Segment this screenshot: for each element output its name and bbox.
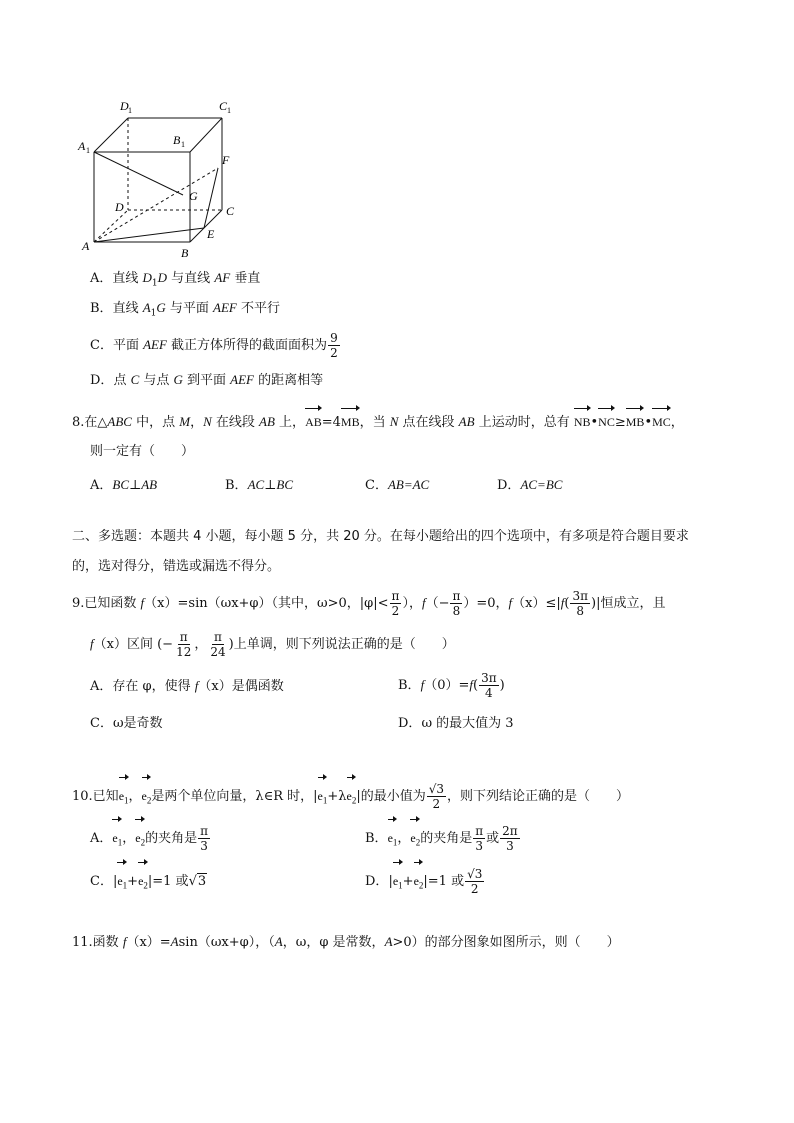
label-a1: A xyxy=(78,139,86,153)
q7-option-d[interactable]: D．点 C 与点 G 到平面 AEF 的距离相等 xyxy=(90,372,324,388)
section-heading: 二、多选题：本题共 4 小题，每小题 5 分，共 20 分。在每小题给出的四个选项中，有多项是符合题目要求 xyxy=(72,529,689,544)
vector-nc: NC xyxy=(598,406,615,432)
svg-text:1: 1 xyxy=(227,106,231,115)
q7-option-a[interactable]: A．直线 $D_1D$ 与直线 AF 垂直 xyxy=(90,270,261,289)
section-heading-line2: 的，选对得分，错选或漏选不得分。 xyxy=(72,559,281,574)
svg-text:1: 1 xyxy=(181,140,185,149)
q10-stem: 10.已知$e_1$，$e_2$是两个单位向量，λ∈R 时，$|e_1+\lambda e_2|$的最小值为 $\frac{√3}{2}$ ，则下列结论正确的是（ ） xyxy=(72,775,629,815)
svg-text:1: 1 xyxy=(86,146,90,155)
q8-option-a[interactable]: A．BC⊥AB xyxy=(90,477,158,493)
cube-figure xyxy=(70,92,330,262)
label-c1: C xyxy=(219,99,228,113)
q9-stem: 9.已知函数 f（x）=sin（ωx+φ）（其中，ω>0，|φ|< $\frac{\pi}{2}$ ），f（− $\frac{\pi}{8}$ ）=0，f（x）≤|f( $\frac{3\pi}{8}$ )|恒成立，且 xyxy=(72,589,666,618)
fraction: $\frac{9}{2}$ xyxy=(330,331,338,360)
label-g: G xyxy=(189,189,198,203)
q8-stem: 8.在△ABC 中，点 M，N 在线段 AB 上，AB=4MB，当 N 点在线段 AB 上运动时，总有 NB•NC≥MB•MC， xyxy=(72,406,684,433)
q8-option-c[interactable]: C．AB=AC xyxy=(365,477,430,493)
vector-mb: MB xyxy=(341,406,360,432)
q7-option-c[interactable]: C．平面 AEF 截正方体所得的截面面积为 $\frac{9}{2}$ xyxy=(90,331,338,360)
label-b: B xyxy=(181,246,189,260)
q8-option-d[interactable]: D．AC=BC xyxy=(497,477,563,493)
q7-option-b[interactable]: B．直线 $A_1G$ 与平面 AEF 不平行 xyxy=(90,300,281,319)
svg-text:1: 1 xyxy=(128,106,132,115)
label-f: F xyxy=(222,153,230,167)
vector-mc: MC xyxy=(652,406,671,432)
q10-option-a[interactable]: A．$e_1$，$e_2$的夹角是 $\frac{\pi}{3}$ xyxy=(90,817,211,857)
q9-option-c[interactable]: C．ω是奇数 xyxy=(90,716,163,731)
q9-option-a[interactable]: A．存在 φ，使得 f（x）是偶函数 xyxy=(90,678,284,694)
label-a: A xyxy=(82,239,90,253)
label-e: E xyxy=(207,227,215,241)
q10-option-c[interactable]: C．$|e_1+e_2|=1$ 或√3 xyxy=(90,860,207,900)
label-b1: B xyxy=(173,133,181,147)
vector-mb2: MB xyxy=(626,406,645,432)
q9-option-b[interactable]: B．f（0）=f( $\frac{3\pi}{4}$ ) xyxy=(398,671,505,700)
q10-option-d[interactable]: D．$|e_1+e_2|=1$ 或 $\frac{√3}{2}$ xyxy=(365,860,485,900)
label-d1: D xyxy=(120,99,129,113)
q8-stem-line2: 则一定有（ ） xyxy=(90,444,195,459)
q8-option-b[interactable]: B．AC⊥BC xyxy=(225,477,294,493)
vector-ab: AB xyxy=(305,406,322,432)
q10-option-b[interactable]: B．$e_1$，$e_2$的夹角是 $\frac{\pi}{3}$ 或 $\frac{2\pi}{3}$ xyxy=(365,817,521,857)
q9-option-d[interactable]: D．ω 的最大值为 3 xyxy=(398,716,514,731)
vector-nb: NB xyxy=(574,406,591,432)
label-d: D xyxy=(115,200,124,214)
q11-stem: 11.函数 f（x）=Asin（ωx+φ），（A，ω，φ 是常数，A>0）的部分图象如图所示，则（ ） xyxy=(72,934,620,950)
label-c: C xyxy=(226,204,235,218)
q9-stem-line2: f（x）区间 (− $\frac{\pi}{12}$ ， $\frac{\pi}{24}$ )上单调，则下列说法正确的是（ ） xyxy=(90,630,455,659)
